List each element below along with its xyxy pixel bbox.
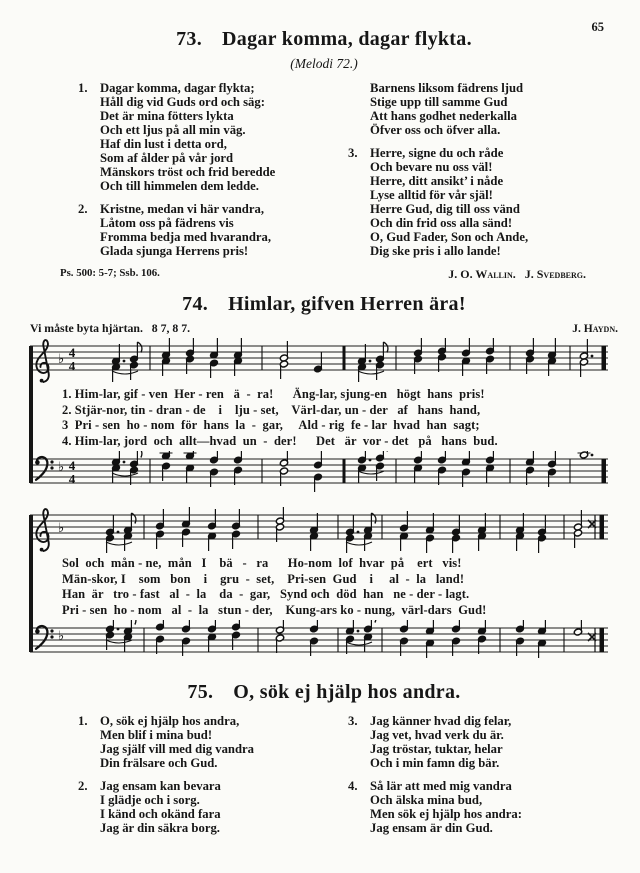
note-chord bbox=[525, 451, 534, 485]
music-system-2 bbox=[30, 507, 608, 668]
note-chord bbox=[279, 341, 288, 379]
verse-line: Herre, signe du och råde bbox=[370, 146, 504, 160]
melody-reference: (Melodi 72.) bbox=[290, 56, 358, 71]
verse-line: Och ett ljus på all min väg. bbox=[100, 123, 246, 137]
verse-line: Mänskors tröst och frid beredde bbox=[100, 165, 276, 179]
note-chord bbox=[111, 344, 125, 382]
verse-line: O, Gud Fader, Son och Ande, bbox=[370, 230, 529, 244]
note-chord bbox=[207, 620, 216, 652]
lyric-line: Pri - sen ho - nom al - la stun - der, Kung-ars ko - nung, värl-dars Gud! bbox=[62, 602, 487, 617]
verse-number: 2. bbox=[78, 779, 88, 793]
note-chord bbox=[363, 620, 375, 652]
hymn-73-left-column bbox=[60, 81, 342, 282]
verse-line: Fromma bedja med hvarandra, bbox=[100, 230, 272, 244]
bass-staff-svg-1 bbox=[30, 451, 608, 499]
verse-number: 4. bbox=[348, 779, 358, 793]
lyric-line: Sol och mån - ne, mån I bä - ra Ho-nom lof hvar på ert vis! bbox=[62, 556, 462, 570]
hymn-75-right-column bbox=[348, 714, 612, 844]
verse-line: Men sök ej hjälp hos andra: bbox=[370, 807, 522, 821]
verse-line: Jag är din säkra borg. bbox=[100, 821, 220, 835]
verse-line: Och älska mina bud, bbox=[370, 793, 483, 807]
verse-line: Stige upp till samme Gud bbox=[370, 95, 508, 109]
note-chord bbox=[573, 510, 582, 548]
verse bbox=[348, 81, 612, 137]
bass-clef-icon bbox=[35, 626, 54, 649]
note-chord bbox=[477, 620, 486, 654]
verse-line: Dagar komma, dagar flykta; bbox=[100, 81, 255, 95]
lyric-line: 1. Him-lar, gif - ven Her - ren ä - ra! Äng-lar, sjung-en högt hans pris! bbox=[62, 387, 485, 401]
verse-line: Barnens liksom fädrens ljud bbox=[370, 81, 524, 95]
note-chord bbox=[477, 513, 486, 551]
verse-number: 1. bbox=[78, 714, 88, 728]
verse-line: Jag tröstar, tuktar, helar bbox=[370, 742, 503, 756]
note-chord bbox=[105, 620, 119, 650]
note-chord bbox=[485, 451, 494, 483]
note-chord bbox=[375, 451, 387, 481]
note-chord bbox=[437, 451, 446, 485]
note-chord bbox=[309, 513, 318, 551]
verse-line: Din frälsare och Gud. bbox=[100, 756, 218, 770]
time-signature: 4 bbox=[68, 458, 76, 473]
note-chord bbox=[129, 342, 141, 380]
verse-line: Och till himmelen dem ledde. bbox=[100, 179, 259, 193]
verse-line: I glädje och i sorg. bbox=[100, 793, 200, 807]
note-chord bbox=[233, 451, 242, 485]
hymn-75-number: 75. bbox=[187, 681, 214, 703]
treble-staff-1 bbox=[30, 338, 608, 386]
lyric-line: Män-skor, I som bon i gru - set, Pri-sen Gud i al - la land! bbox=[62, 571, 465, 586]
treble-staff-svg-1 bbox=[30, 338, 608, 386]
verse-line: Håll dig vid Guds ord och säg: bbox=[100, 95, 265, 109]
hymn-75-verses bbox=[78, 714, 612, 844]
note-chord bbox=[515, 620, 524, 656]
verse-line: Glada sjunga Herrens pris! bbox=[100, 244, 249, 258]
note-chord bbox=[399, 511, 408, 551]
bass-staff-2 bbox=[30, 620, 608, 668]
note-chord bbox=[345, 620, 359, 654]
lyric-line: 2. Stjär-nor, tin - dran - de i lju - set, Värl-dar, un - der af hans hand, bbox=[62, 402, 481, 417]
verse-line: Öfver oss och öfver alla. bbox=[370, 123, 501, 137]
time-signature: 4 bbox=[68, 345, 76, 360]
hymn-74-composer: J. Haydn. bbox=[572, 323, 618, 335]
note-chord bbox=[413, 338, 422, 374]
note-chord bbox=[375, 342, 387, 380]
note-chord bbox=[275, 507, 284, 542]
verse-line: Det är mina fötters lykta bbox=[100, 109, 234, 123]
note-chord bbox=[357, 344, 371, 382]
note-chord bbox=[181, 620, 190, 656]
lyric-line: 3 Pri - sen ho - nom för hans la - gar, Ald - rig fe - lar hvad han sagt; bbox=[62, 418, 480, 432]
verse-line: Herre, ditt ansikt’ i nåde bbox=[370, 174, 504, 188]
note-chord bbox=[160, 451, 173, 481]
verse bbox=[348, 779, 612, 835]
verse-line: Herre Gud, dig till oss vänd bbox=[370, 202, 520, 216]
flat-sign-icon: ♭ bbox=[58, 521, 65, 536]
hymn-74-title: 74. Himlar, gifven Herren ära! bbox=[182, 293, 466, 315]
treble-staff-svg-2 bbox=[30, 507, 608, 555]
verse bbox=[78, 202, 342, 258]
verse-line: Lyse alltid för vår själ! bbox=[370, 188, 493, 202]
hymn-73-title: 73. Dagar komma, dagar flykta. bbox=[176, 28, 472, 50]
hymn-74-subtitle: Vi måste byta hjärtan. 8 7, 8 7. bbox=[30, 321, 191, 335]
verse bbox=[348, 146, 612, 258]
treble-staff-2 bbox=[30, 507, 608, 555]
verse-line: Att hans godhet nederkalla bbox=[370, 109, 517, 123]
note-chord bbox=[437, 338, 446, 372]
note-chord bbox=[485, 338, 494, 374]
verse-line: Jag själf vill med dig vandra bbox=[100, 742, 255, 756]
lyric-line: 4. Him-lar, jord och allt—hvad un - der! Det är vor - det på hans bud. bbox=[62, 433, 498, 448]
verse-line: Som af ålder på vår jord bbox=[100, 151, 234, 165]
note-chord bbox=[525, 338, 534, 374]
note-chord bbox=[279, 451, 288, 486]
note-chord bbox=[357, 451, 371, 483]
verse-line: Jag vet, hvad verk du är. bbox=[370, 728, 504, 742]
verse-line: Och i min famn dig bär. bbox=[370, 756, 500, 770]
note-chord bbox=[185, 338, 194, 374]
note-chord bbox=[413, 451, 422, 483]
hymn-74-meta bbox=[30, 321, 618, 336]
note-chord bbox=[231, 620, 240, 650]
note-chord bbox=[547, 451, 556, 487]
verse bbox=[78, 81, 342, 193]
note-chord bbox=[111, 451, 125, 483]
hymn-75-left-column bbox=[78, 714, 342, 844]
verse bbox=[78, 714, 342, 770]
scripture-reference: Ps. 500: 5-7; Ssb. 106. bbox=[60, 267, 160, 279]
verse-line: Kristne, medan vi här vandra, bbox=[100, 202, 265, 216]
note-chord bbox=[313, 352, 322, 373]
verse-number: 3. bbox=[348, 714, 358, 728]
flat-sign-icon: ♭ bbox=[58, 629, 65, 644]
verse bbox=[78, 779, 342, 835]
note-chord bbox=[155, 620, 164, 654]
hymn-74-number: 74. bbox=[182, 293, 209, 315]
flat-sign-icon: ♭ bbox=[58, 460, 65, 475]
verse-number: 3. bbox=[348, 146, 358, 160]
note-chord bbox=[578, 451, 594, 459]
page-number: 65 bbox=[591, 20, 604, 34]
time-signature: 4 bbox=[68, 358, 76, 374]
note-chord bbox=[363, 513, 375, 551]
author-attribution: J. O. Wallin. J. Svedberg. bbox=[448, 267, 586, 281]
music-system-1 bbox=[30, 338, 608, 499]
bass-clef-icon bbox=[35, 457, 54, 480]
verse-line: Och din frid oss alla sänd! bbox=[370, 216, 513, 230]
hymn-75-title: 75. O, sök ej hjälp hos andra. bbox=[187, 681, 461, 703]
verse-line: Haf din lust i detta ord, bbox=[100, 137, 227, 151]
note-chord bbox=[123, 513, 135, 551]
verse-line: Jag ensam är din Gud. bbox=[370, 821, 493, 835]
verse-line: Jag känner hvad dig felar, bbox=[370, 714, 512, 728]
verse-line: Så lär att med mig vandra bbox=[370, 779, 512, 793]
verse bbox=[348, 714, 612, 770]
verse-line: O, sök ej hjälp hos andra, bbox=[100, 714, 240, 728]
hymn-74-section bbox=[30, 293, 618, 668]
note-chord bbox=[123, 620, 135, 652]
time-signature: 4 bbox=[68, 471, 76, 487]
verse-line: Jag ensam kan bevara bbox=[100, 779, 221, 793]
note-chord bbox=[129, 451, 141, 485]
verse-line: Men blif i mina bud! bbox=[100, 728, 213, 742]
hymn-73-right-column bbox=[348, 81, 612, 282]
system-2-lyrics bbox=[62, 556, 608, 618]
lyric-line: Han är tro - fast al - la da - gar, Synd och död han ne - der - lagt. bbox=[62, 587, 470, 601]
hymn-75-section bbox=[36, 681, 612, 844]
note-chord bbox=[515, 513, 524, 551]
hymn-73-section bbox=[36, 28, 612, 282]
flat-sign-icon: ♭ bbox=[58, 352, 65, 367]
verse-line: I känd och okänd fara bbox=[100, 807, 221, 821]
note-chord bbox=[451, 620, 460, 656]
verse-line: Låtom oss på fädrens vis bbox=[100, 216, 234, 230]
hymn-73-number: 73. bbox=[176, 28, 203, 50]
note-chord bbox=[209, 451, 218, 487]
system-1-lyrics bbox=[62, 387, 608, 449]
verse-line: Dig ske pris i allo lande! bbox=[370, 244, 501, 258]
note-chord bbox=[399, 620, 408, 656]
note-chord bbox=[309, 620, 318, 656]
note-chord bbox=[275, 620, 284, 653]
verse-number: 1. bbox=[78, 81, 88, 95]
note-chord bbox=[184, 451, 197, 483]
hymn-73-verses bbox=[60, 81, 612, 282]
note-chord bbox=[461, 451, 470, 487]
verse-line: Och bevare nu oss väl! bbox=[370, 160, 493, 174]
bass-staff-1 bbox=[30, 451, 608, 499]
bass-staff-svg-2 bbox=[30, 620, 608, 668]
verse-number: 2. bbox=[78, 202, 88, 216]
note-chord bbox=[313, 451, 322, 492]
